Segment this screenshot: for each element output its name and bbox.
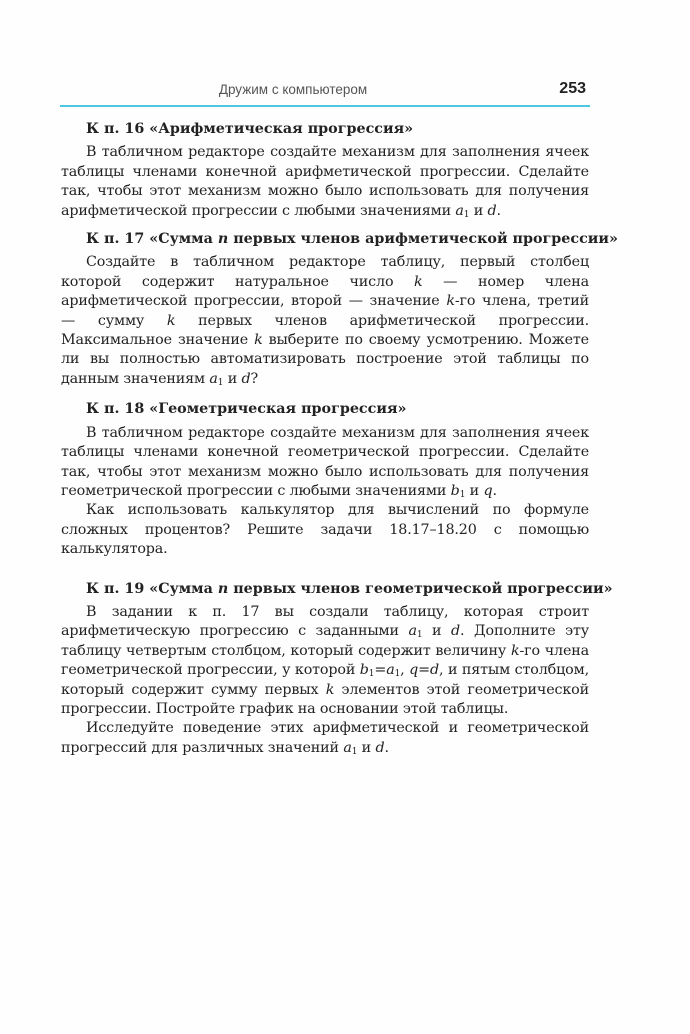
page-number: 253 xyxy=(559,80,586,97)
section-18-paragraph-1: В табличном редакторе создайте механизм для заполнения ячеек таблицы членами конечной геометрической прогрессии. Сделайте так, чтобы этот механизм можно было использовать для получения геометрической прогрессии с любыми значениями $b_1$ и q. xyxy=(61,424,589,500)
section-19-title: К п. 19 «Сумма n первых членов геометрической прогрессии» xyxy=(86,580,613,597)
section-17-paragraph: Создайте в табличном редакторе таблицу, первый столбец которой содержит натуральное число k — номер члена арифметической прогрессии, второй — значение k-го члена, третий — сумму k первых членов арифметической прогрессии. Максимальное значение k выберите по своему усмотрению. Можете ли вы полностью автоматизировать построение этой таблицы по данным значениям $a_1$ и d? xyxy=(61,254,589,388)
header-rule xyxy=(60,105,590,107)
section-18-paragraph-2: Как использовать калькулятор для вычислений по формуле сложных процентов? Решите задачи 18.17–18.20 с помощью калькулятора. xyxy=(61,502,589,558)
section-18-title: К п. 18 «Геометрическая прогрессия» xyxy=(86,401,407,418)
section-16-paragraph: В табличном редакторе создайте механизм для заполнения ячеек таблицы членами конечной арифметической прогрессии. Сделайте так, чтобы этот механизм можно было использовать для получения арифметической прогрессии с любыми значениями $a_1$ и d. xyxy=(61,144,589,220)
page-header xyxy=(60,80,590,104)
running-header-title: Дружим с компьютером xyxy=(218,82,368,97)
section-16-title: К п. 16 «Арифметическая прогрессия» xyxy=(86,121,414,137)
page-content xyxy=(61,120,618,758)
section-19-paragraph-2: Исследуйте поведение этих арифметической и геометрической прогрессий для различных значений $a_1$ и d. xyxy=(61,720,589,757)
section-19-paragraph-1: В задании к п. 17 вы создали таблицу, которая строит арифметическую прогрессию с заданными $a_1$ и d. Дополните эту таблицу четвертым столбцом, который содержит величину k-го члена геометрической прогрессии, у которой $b_1=a_1$, q=d, и пятым столбцом, который содержит сумму первых k элементов этой геометрической прогрессии. Постройте график на основании этой таблицы. xyxy=(61,603,590,717)
section-17-title: К п. 17 «Сумма n первых членов арифметической прогрессии» xyxy=(86,231,618,248)
